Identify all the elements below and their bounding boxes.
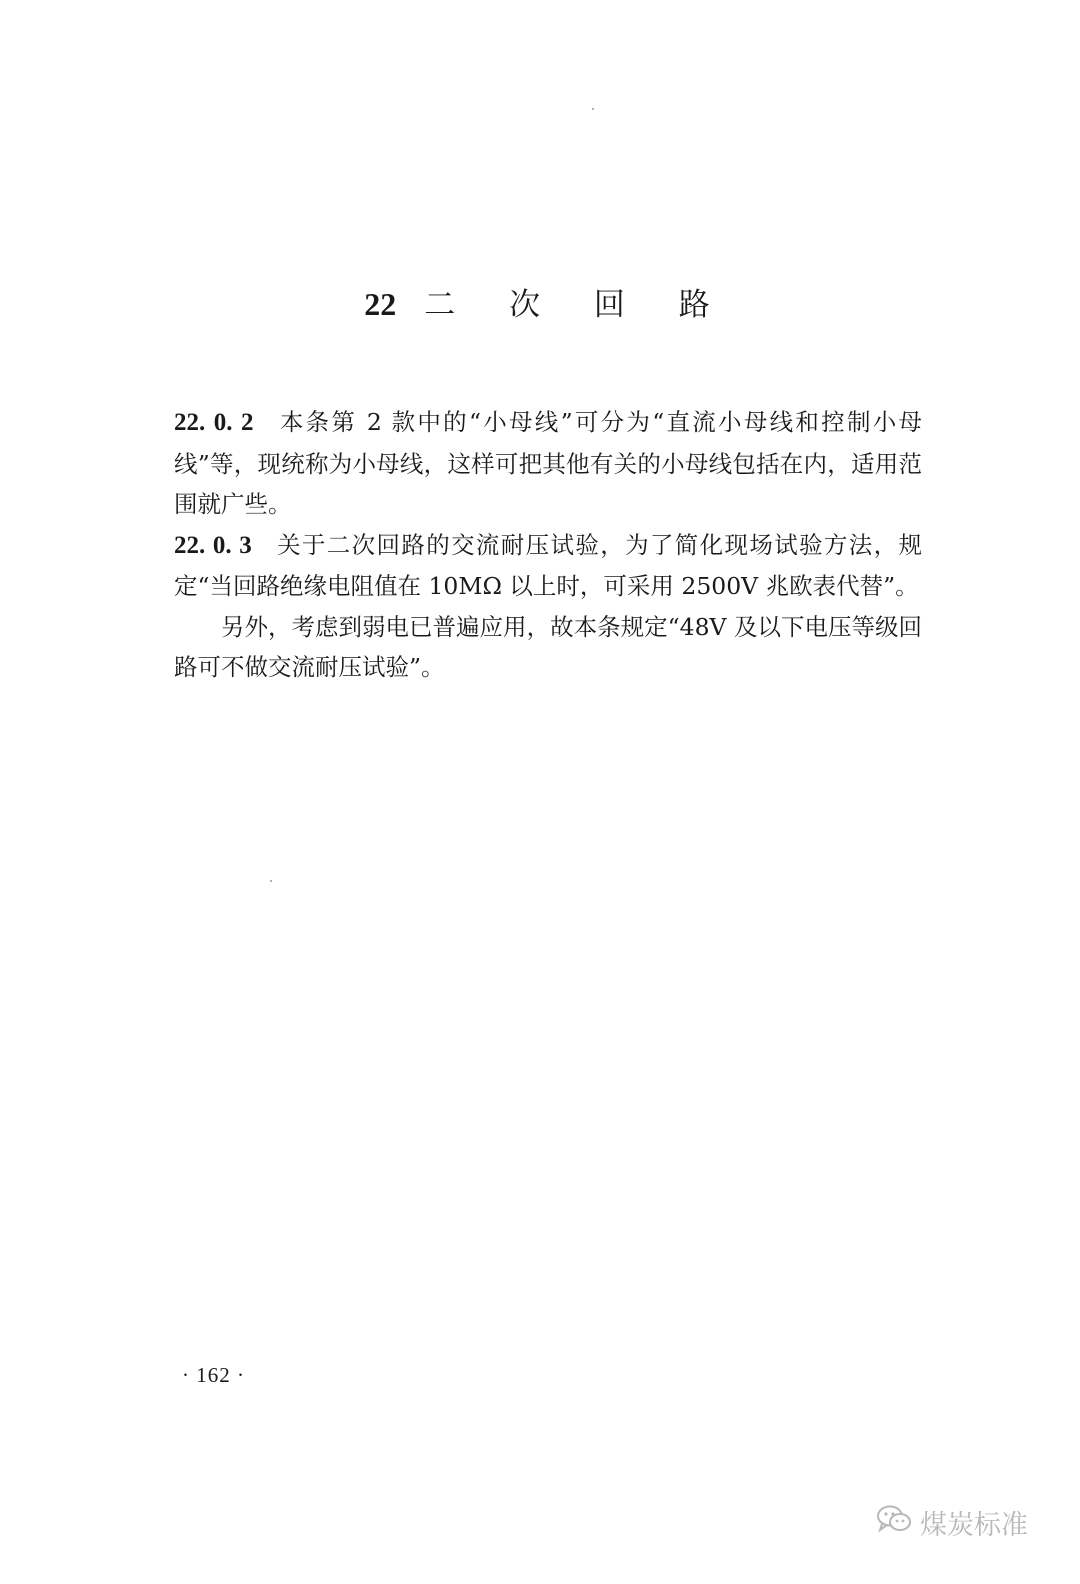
scan-speck	[592, 108, 594, 110]
chapter-number: 22	[364, 286, 397, 322]
wechat-icon	[876, 1504, 920, 1541]
scan-speck	[270, 880, 272, 882]
watermark	[876, 1503, 1028, 1542]
clause-paragraph	[174, 402, 922, 525]
clause-text: 本条第 2 款中的“小母线”可分为“直流小母线和控制小母线”等，现统称为小母线，这样可把其他有关的小母线包括在内，适用范围就广些。	[174, 408, 923, 518]
paragraph-text: 另外，考虑到弱电已普遍应用，故本条规定“48V 及以下电压等级回路可不做交流耐压试验”。	[174, 612, 922, 681]
body-text	[174, 402, 922, 688]
chapter-title: 二 次 回 路	[424, 287, 732, 323]
clause-paragraph	[174, 525, 922, 607]
clause-number: 22. 0. 3	[174, 531, 252, 559]
continuation-paragraph	[174, 607, 922, 688]
clause-number: 22. 0. 2	[174, 409, 254, 436]
watermark-text: 煤炭标准	[920, 1510, 1028, 1541]
chapter-heading	[0, 282, 1080, 327]
clause-text: 关于二次回路的交流耐压试验，为了简化现场试验方法，规定“当回路绝缘电阻值在 10MΩ 以上时，可采用 2500V 兆欧表代替”。	[174, 530, 923, 600]
page-number: · 162 ·	[182, 1363, 245, 1387]
